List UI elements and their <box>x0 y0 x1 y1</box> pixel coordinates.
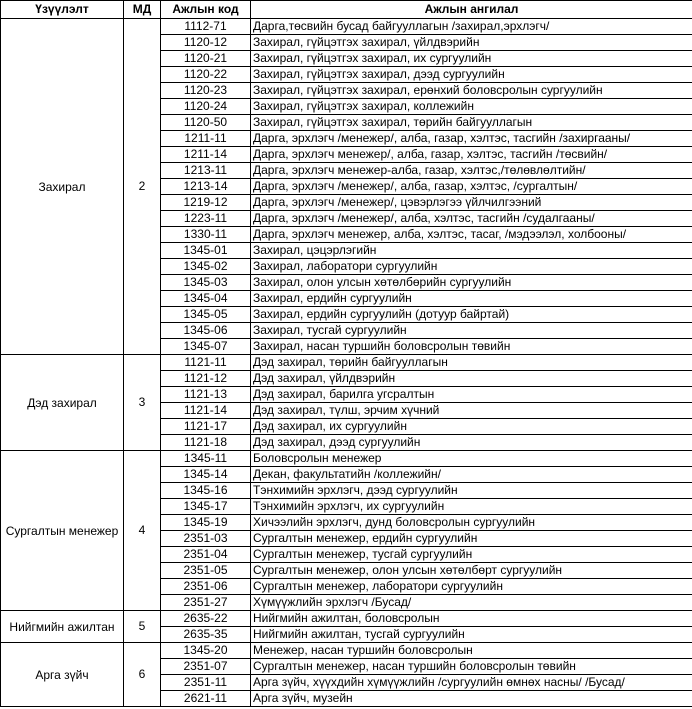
job-code: 1345-14 <box>161 467 251 483</box>
job-name: Дарга,төсвийн бусад байгууллагын /захирал,эрхлэгч/ <box>251 19 692 35</box>
job-code: 2351-06 <box>161 579 251 595</box>
job-name: Менежер, насан туршийн боловсролын <box>251 643 692 659</box>
job-name: Дарга, эрхлэгч /менежер/, алба, газар, хэлтэс, /сургалтын/ <box>251 179 692 195</box>
job-name: Дарга, эрхлэгч /менежер/, алба, газар, хэлтэс, тасгийн /захиргааны/ <box>251 131 692 147</box>
job-code: 1120-21 <box>161 51 251 67</box>
job-name: Сургалтын менежер, ердийн сургуулийн <box>251 531 692 547</box>
job-name: Дэд захирал, дээд сургуулийн <box>251 435 692 451</box>
job-code: 1121-18 <box>161 435 251 451</box>
job-code: 1345-05 <box>161 307 251 323</box>
job-code: 1345-16 <box>161 483 251 499</box>
job-code: 1121-13 <box>161 387 251 403</box>
job-name: Захирал, гүйцэтгэх захирал, их сургуулийн <box>251 51 692 67</box>
job-name: Хүмүүжлийн эрхлэгч /Бусад/ <box>251 595 692 611</box>
job-name: Захирал, цэцэрлэгийн <box>251 243 692 259</box>
job-name: Арга зүйч, музейн <box>251 691 692 707</box>
header-group: Үзүүлэлт <box>1 1 124 19</box>
header-md: МД <box>124 1 161 19</box>
job-code: 1345-20 <box>161 643 251 659</box>
job-code: 1345-17 <box>161 499 251 515</box>
job-name: Захирал, гүйцэтгэх захирал, үйлдвэрийн <box>251 35 692 51</box>
header-name: Ажлын ангилал <box>251 1 692 19</box>
job-code: 2351-27 <box>161 595 251 611</box>
job-name: Дэд захирал, түлш, эрчим хүчний <box>251 403 692 419</box>
table-row <box>1 355 692 371</box>
header-code: Ажлын код <box>161 1 251 19</box>
table-row <box>1 611 692 627</box>
job-name: Декан, факультатийн /коллежийн/ <box>251 467 692 483</box>
job-code: 1219-12 <box>161 195 251 211</box>
group-md: 3 <box>124 355 161 451</box>
job-name: Захирал, гүйцэтгэх захирал, дээд сургуулийн <box>251 67 692 83</box>
job-code: 1211-11 <box>161 131 251 147</box>
job-name: Сургалтын менежер, лаборатори сургуулийн <box>251 579 692 595</box>
job-name: Тэнхимийн эрхлэгч, их сургуулийн <box>251 499 692 515</box>
job-code: 1330-11 <box>161 227 251 243</box>
job-code: 1120-50 <box>161 115 251 131</box>
job-name: Захирал, олон улсын хөтөлбөрийн сургуулийн <box>251 275 692 291</box>
job-code: 2351-11 <box>161 675 251 691</box>
job-code: 1120-24 <box>161 99 251 115</box>
job-name: Сургалтын менежер, тусгай сургуулийн <box>251 547 692 563</box>
group-label: Арга зүйч <box>1 643 124 707</box>
job-name: Захирал, гүйцэтгэх захирал, ерөнхий боловсролын сургуулийн <box>251 83 692 99</box>
job-name: Захирал, насан туршийн боловсролын төвийн <box>251 339 692 355</box>
job-code: 1121-17 <box>161 419 251 435</box>
job-code: 1345-07 <box>161 339 251 355</box>
job-code: 1345-19 <box>161 515 251 531</box>
job-name: Дэд захирал, их сургуулийн <box>251 419 692 435</box>
table-row <box>1 643 692 659</box>
job-name: Тэнхимийн эрхлэгч, дээд сургуулийн <box>251 483 692 499</box>
group-md: 6 <box>124 643 161 707</box>
job-name: Захирал, тусгай сургуулийн <box>251 323 692 339</box>
job-name: Дарга, эрхлэгч /менежер/, алба, хэлтэс, тасгийн /судалгааны/ <box>251 211 692 227</box>
group-label: Дэд захирал <box>1 355 124 451</box>
job-name: Захирал, гүйцэтгэх захирал, төрийн байгууллагын <box>251 115 692 131</box>
job-code: 1120-22 <box>161 67 251 83</box>
job-name: Захирал, гүйцэтгэх захирал, коллежийн <box>251 99 692 115</box>
job-code: 1345-06 <box>161 323 251 339</box>
job-name: Дэд захирал, барилга угсралтын <box>251 387 692 403</box>
job-name: Дарга, эрхлэгч /менежер/, цэвэрлэгээ үйлчилгээний <box>251 195 692 211</box>
group-md: 4 <box>124 451 161 611</box>
job-code: 2635-35 <box>161 627 251 643</box>
table-row <box>1 19 692 35</box>
job-name: Дарга, эрхлэгч менежер/, алба, газар, хэлтэс, тасгийн /төсвийн/ <box>251 147 692 163</box>
job-code: 2621-11 <box>161 691 251 707</box>
table-body <box>1 19 692 707</box>
job-name: Хичээлийн эрхлэгч, дунд боловсролын сургуулийн <box>251 515 692 531</box>
job-code: 1120-23 <box>161 83 251 99</box>
group-md: 2 <box>124 19 161 355</box>
job-code: 2351-05 <box>161 563 251 579</box>
job-code: 1345-04 <box>161 291 251 307</box>
job-name: Захирал, ердийн сургуулийн <box>251 291 692 307</box>
job-name: Арга зүйч, хүүхдийн хүмүүжлийн /сургуулийн өмнөх насны/ /Бусад/ <box>251 675 692 691</box>
job-code: 1120-12 <box>161 35 251 51</box>
group-label: Сургалтын менежер <box>1 451 124 611</box>
job-code: 2351-04 <box>161 547 251 563</box>
job-code: 1345-01 <box>161 243 251 259</box>
table-row <box>1 451 692 467</box>
job-code: 1121-12 <box>161 371 251 387</box>
job-code: 1213-11 <box>161 163 251 179</box>
job-name: Дарга, эрхлэгч менежер, алба, хэлтэс, тасаг, /мэдээлэл, холбооны/ <box>251 227 692 243</box>
job-code: 2351-03 <box>161 531 251 547</box>
header-row <box>1 1 692 19</box>
job-code: 1121-11 <box>161 355 251 371</box>
job-name: Дэд захирал, үйлдвэрийн <box>251 371 692 387</box>
job-code: 2351-07 <box>161 659 251 675</box>
job-name: Нийгмийн ажилтан, боловсролын <box>251 611 692 627</box>
job-code: 1213-14 <box>161 179 251 195</box>
job-name: Захирал, ердийн сургуулийн (дотуур байртай) <box>251 307 692 323</box>
job-name: Боловсролын менежер <box>251 451 692 467</box>
job-name: Нийгмийн ажилтан, тусгай сургуулийн <box>251 627 692 643</box>
job-code: 1345-11 <box>161 451 251 467</box>
group-label: Нийгмийн ажилтан <box>1 611 124 643</box>
job-name: Захирал, лаборатори сургуулийн <box>251 259 692 275</box>
job-code: 1345-02 <box>161 259 251 275</box>
group-label: Захирал <box>1 19 124 355</box>
job-name: Сургалтын менежер, насан туршийн боловсролын төвийн <box>251 659 692 675</box>
job-name: Сургалтын менежер, олон улсын хөтөлбөрт сургуулийн <box>251 563 692 579</box>
job-name: Дарга, эрхлэгч менежер-алба, газар, хэлтэс,/төлөвлөлтийн/ <box>251 163 692 179</box>
job-code: 2635-22 <box>161 611 251 627</box>
job-code: 1211-14 <box>161 147 251 163</box>
job-code: 1121-14 <box>161 403 251 419</box>
job-code: 1112-71 <box>161 19 251 35</box>
job-name: Дэд захирал, төрийн байгууллагын <box>251 355 692 371</box>
group-md: 5 <box>124 611 161 643</box>
job-code: 1223-11 <box>161 211 251 227</box>
job-code: 1345-03 <box>161 275 251 291</box>
